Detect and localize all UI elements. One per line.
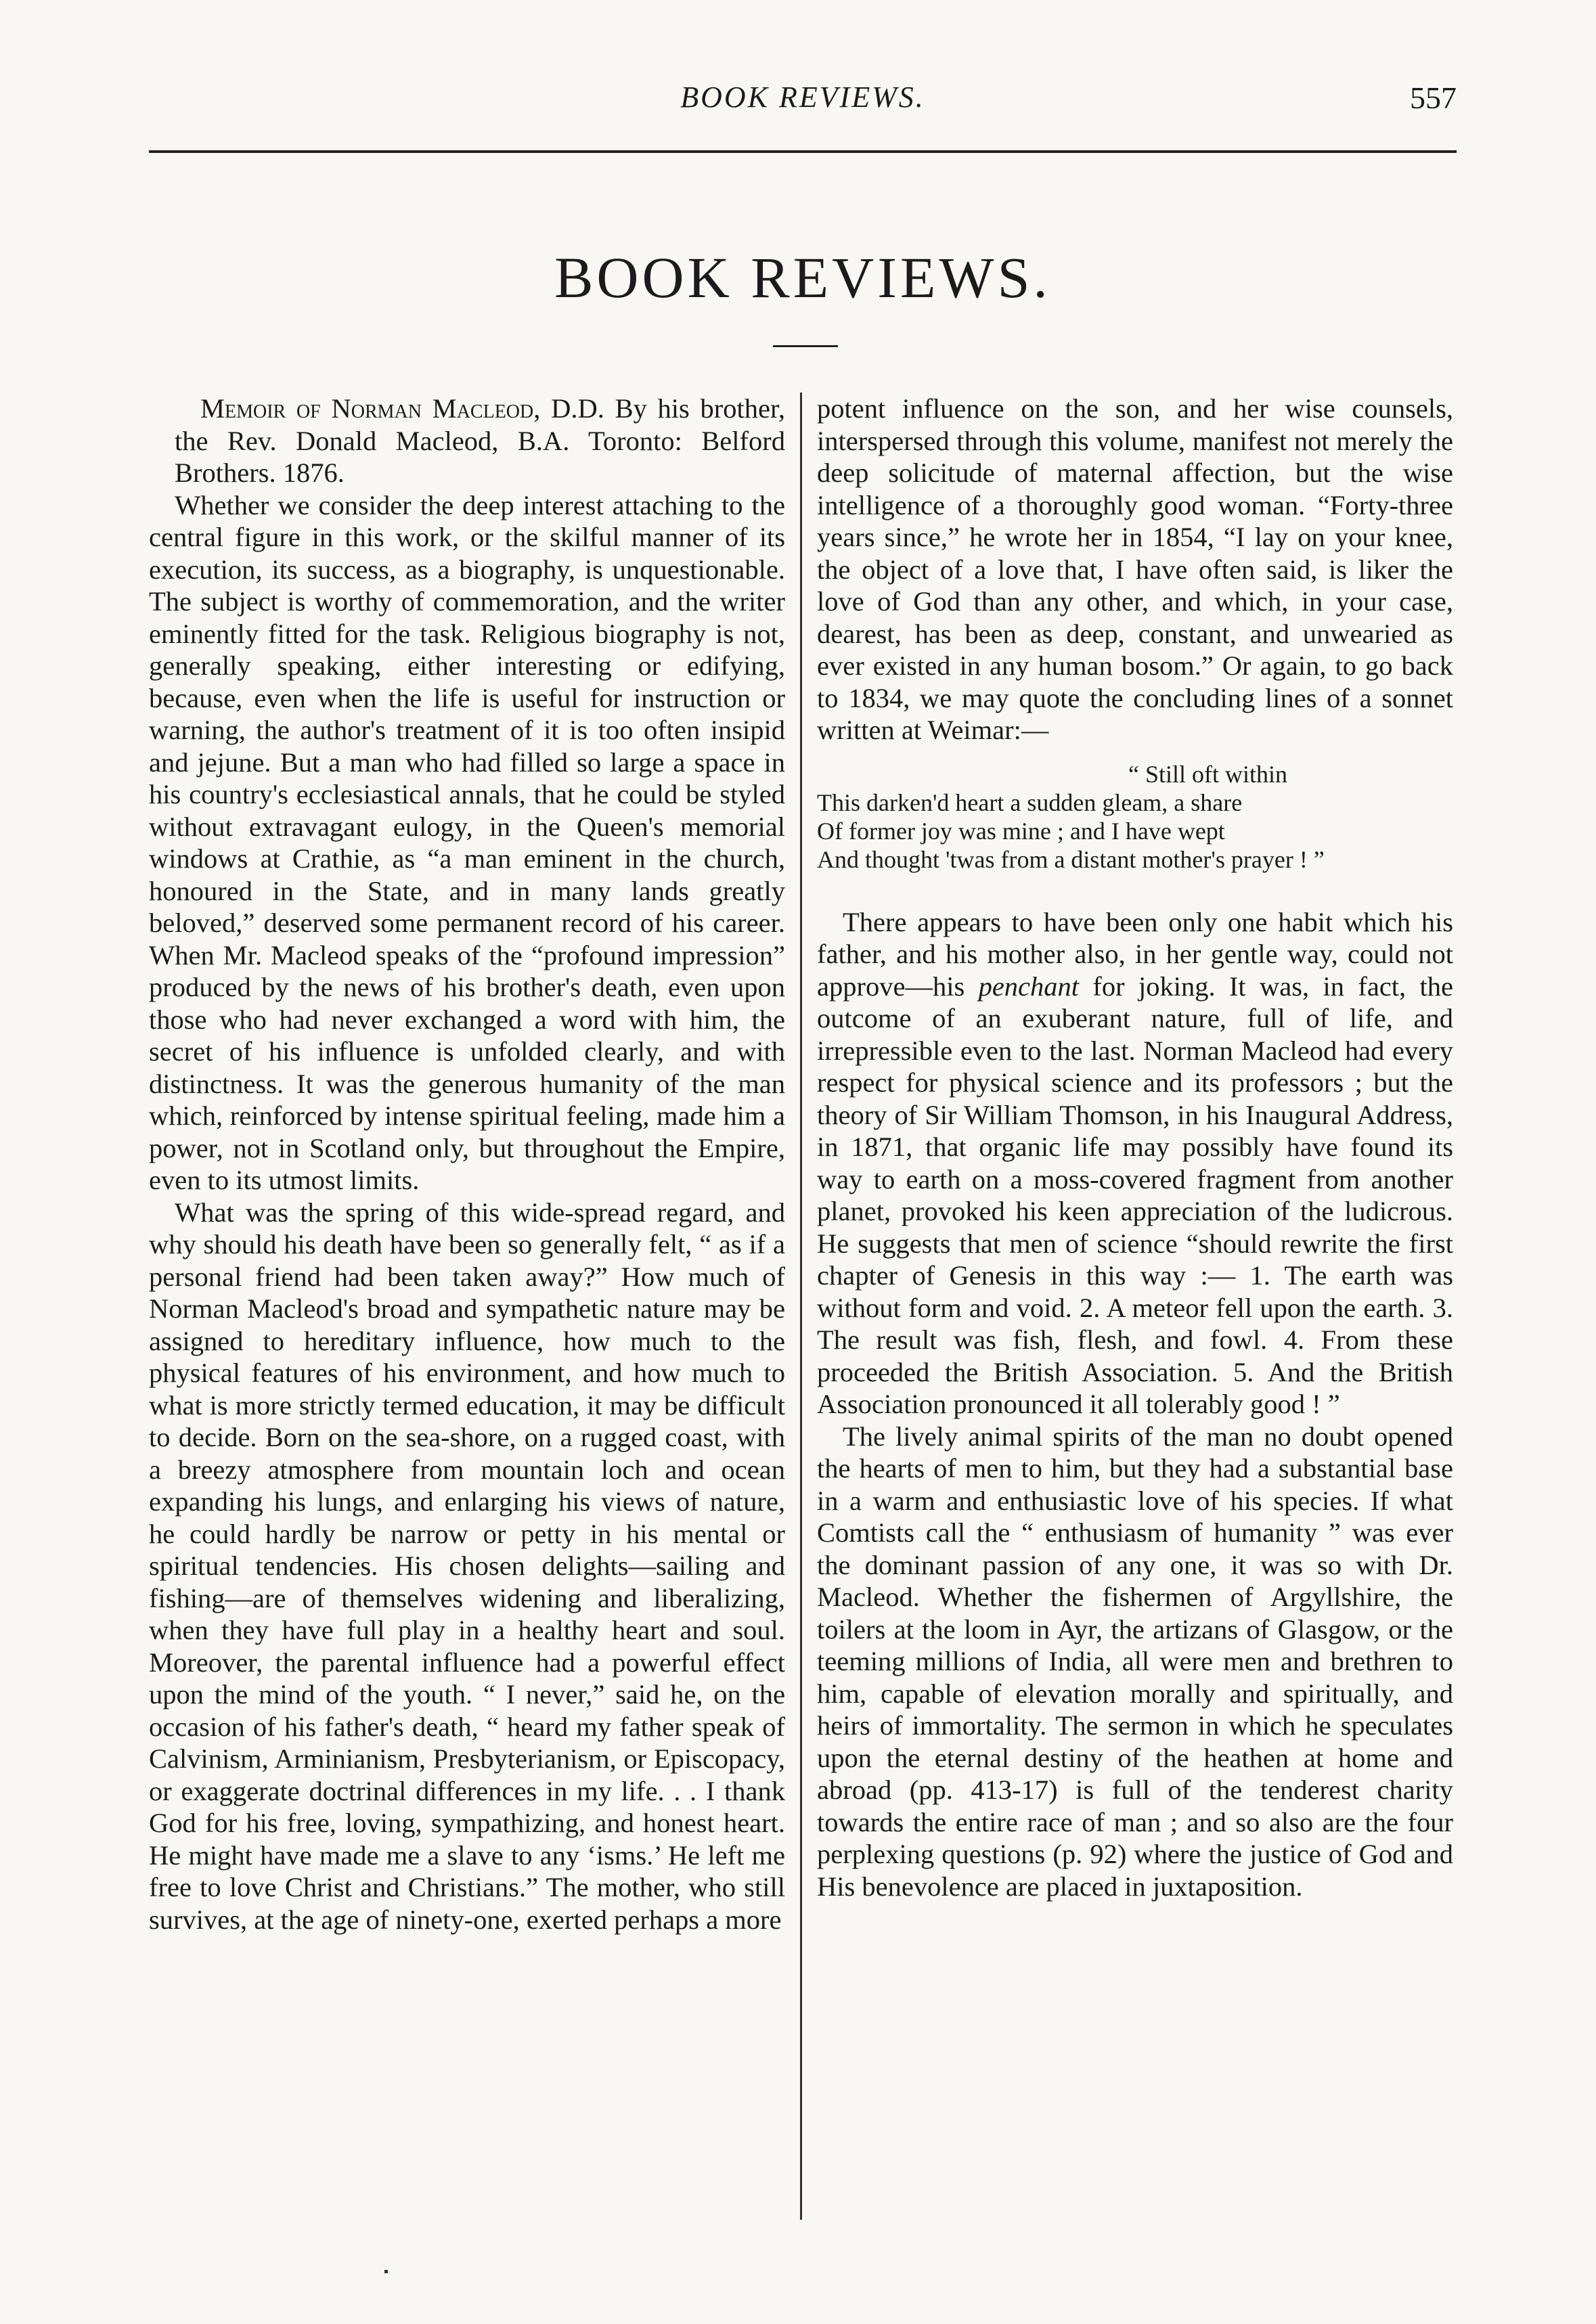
column-divider — [800, 393, 802, 2220]
printer-mark — [384, 2270, 388, 2273]
right-column — [817, 393, 1453, 2240]
review-paragraph: The lively animal spirits of the man no doubt opened the hearts of men to him, but they had a substantial base in a warm and enthusiastic love of his species. If what Comtists call the “ enthusiasm of humanity ” was ever the dominant passion of any one, it was so with Dr. Macleod. Whether the fishermen of Argyllshire, the toilers at the loom in Ayr, the artizans of Glasgow, or the teeming millions of India, all were men and brethren to him, capable of elevation morally and spiritually, and heirs of immortality. The sermon in which he speculates upon the eternal destiny of the heathen at home and abroad (pp. 413-17) is full of the tenderest charity towards the entire race of man ; and so also are the four perplexing questions (p. 92) where the justice of God and His benevolence are placed in juxtaposition. — [817, 1421, 1453, 1902]
left-column — [149, 393, 785, 2240]
page-title: BOOK REVIEWS. — [554, 245, 1051, 310]
paragraph-text: There appears to have been only one habit which his father, and his mother also, in her gentle way, could not approve—his — [817, 906, 1453, 1002]
page-number: 557 — [1410, 81, 1457, 115]
review-paragraph: potent influence on the son, and her wise counsels, interspersed through this volume, manifest not merely the deep solicitude of maternal affection, but the wise intelligence of a thoroughly good woman. “Forty-three years since,” he wrote her in 1854, “I lay on your knee, the object of a love that, I have often said, is liker the love of God than any other, and which, in your case, dearest, has been as deep, constant, and unwearied as ever existed in any human bosom.” Or again, to go back to 1834, we may quote the concluding lines of a sonnet written at Weimar:— — [817, 393, 1453, 745]
running-head — [149, 80, 1457, 134]
quote-line: Of former joy was mine ; and I have wept — [817, 817, 1225, 845]
quote-line: This darken'd heart a sudden gleam, a share — [817, 788, 1243, 816]
quote-line: “ Still oft within — [1128, 760, 1288, 788]
book-title: Memoir of Norman Macleod, D.D. — [200, 393, 604, 424]
title-rule — [773, 345, 838, 347]
running-title: BOOK REVIEWS. — [680, 81, 925, 114]
book-heading — [149, 393, 785, 489]
italic-word: penchant — [978, 970, 1080, 1002]
review-paragraph: Whether we consider the deep interest attaching to the central figure in this work, or the skilful manner of its execution, its success, as a biography, is unquestionable. The subject is worthy of commemoration, and the writer eminently fitted for the task. Religious biography is not, generally speaking, either interesting or edifying, because, even when the life is useful for instruction or warning, the author's treatment of it is too often insipid and jejune. But a man who had filled so large a space in his country's ecclesiastical annals, that he could be styled without extravagant eulogy, in the Queen's memorial windows at Crathie, as “a man eminent in the church, honoured in the State, and in many lands greatly beloved,” deserved some permanent record of his career. When Mr. Macleod speaks of the “profound impression” produced by the news of his brother's death, even upon those who had never exchanged a word with him, the secret of his influence is unfolded clearly, and with distinctness. It was the generous humanity of the man which, reinforced by intense spiritual feeling, made him a power, not in Scotland only, but throughout the Empire, even to its utmost limits. — [149, 489, 785, 1195]
review-paragraph — [817, 906, 1453, 1421]
paragraph-text: for joking. It was, in fact, the outcome of an exuberant nature, full of life, and irrepressible even to the last. Norman Macleod had every respect for physical science and its professors ; but the theory of Sir William Thomson, in his Inaugural Address, in 1871, that organic life may possibly have found its way to earth on a moss-covered fragment from another planet, provoked his keen appreciation of the ludicrous. He suggests that men of science “should rewrite the first chapter of Genesis in this way :— 1. The earth was without form and void. 2. A meteor fell upon the earth. 3. The result was fish, flesh, and fowl. 4. From these proceeded the British Association. 5. And the British Association pronounced it all tolerably good ! ” — [817, 970, 1454, 1419]
sonnet-quote — [817, 760, 1453, 874]
review-paragraph: What was the spring of this wide-spread regard, and why should his death have been so generally felt, “ as if a personal friend had been taken away?” How much of Norman Macleod's broad and sympathetic nature may be assigned to hereditary influence, how much to the physical features of his environment, and how much to what is more strictly termed education, it may be difficult to decide. Born on the sea-shore, on a rugged coast, with a breezy atmosphere from mountain loch and ocean expanding his lungs, and enlarging his views of nature, he could hardly be narrow or petty in his mental or spiritual tendencies. His chosen delights—sailing and fishing—are of themselves widening and liberalizing, when they have full play in a healthy heart and soul. Moreover, the parental influence had a powerful effect upon the mind of the youth. “ I never,” said he, on the occasion of his father's death, “ heard my father speak of Calvinism, Arminianism, Presbyterianism, or Episcopacy, or exaggerate doctrinal differences in my life. . . I thank God for his free, loving, sympathizing, and honest heart. He might have made me a slave to any ‘isms.’ He left me free to love Christ and Christians.” The mother, who still survives, at the age of ninety-one, exerted perhaps a more — [149, 1197, 785, 1935]
header-rule — [149, 150, 1457, 153]
quote-line: And thought 'twas from a distant mother's prayer ! ” — [817, 845, 1325, 873]
book-details: By his brother, the Rev. Donald Macleod, B.A. Toronto: Belford Brothers. 1876. — [175, 393, 786, 488]
